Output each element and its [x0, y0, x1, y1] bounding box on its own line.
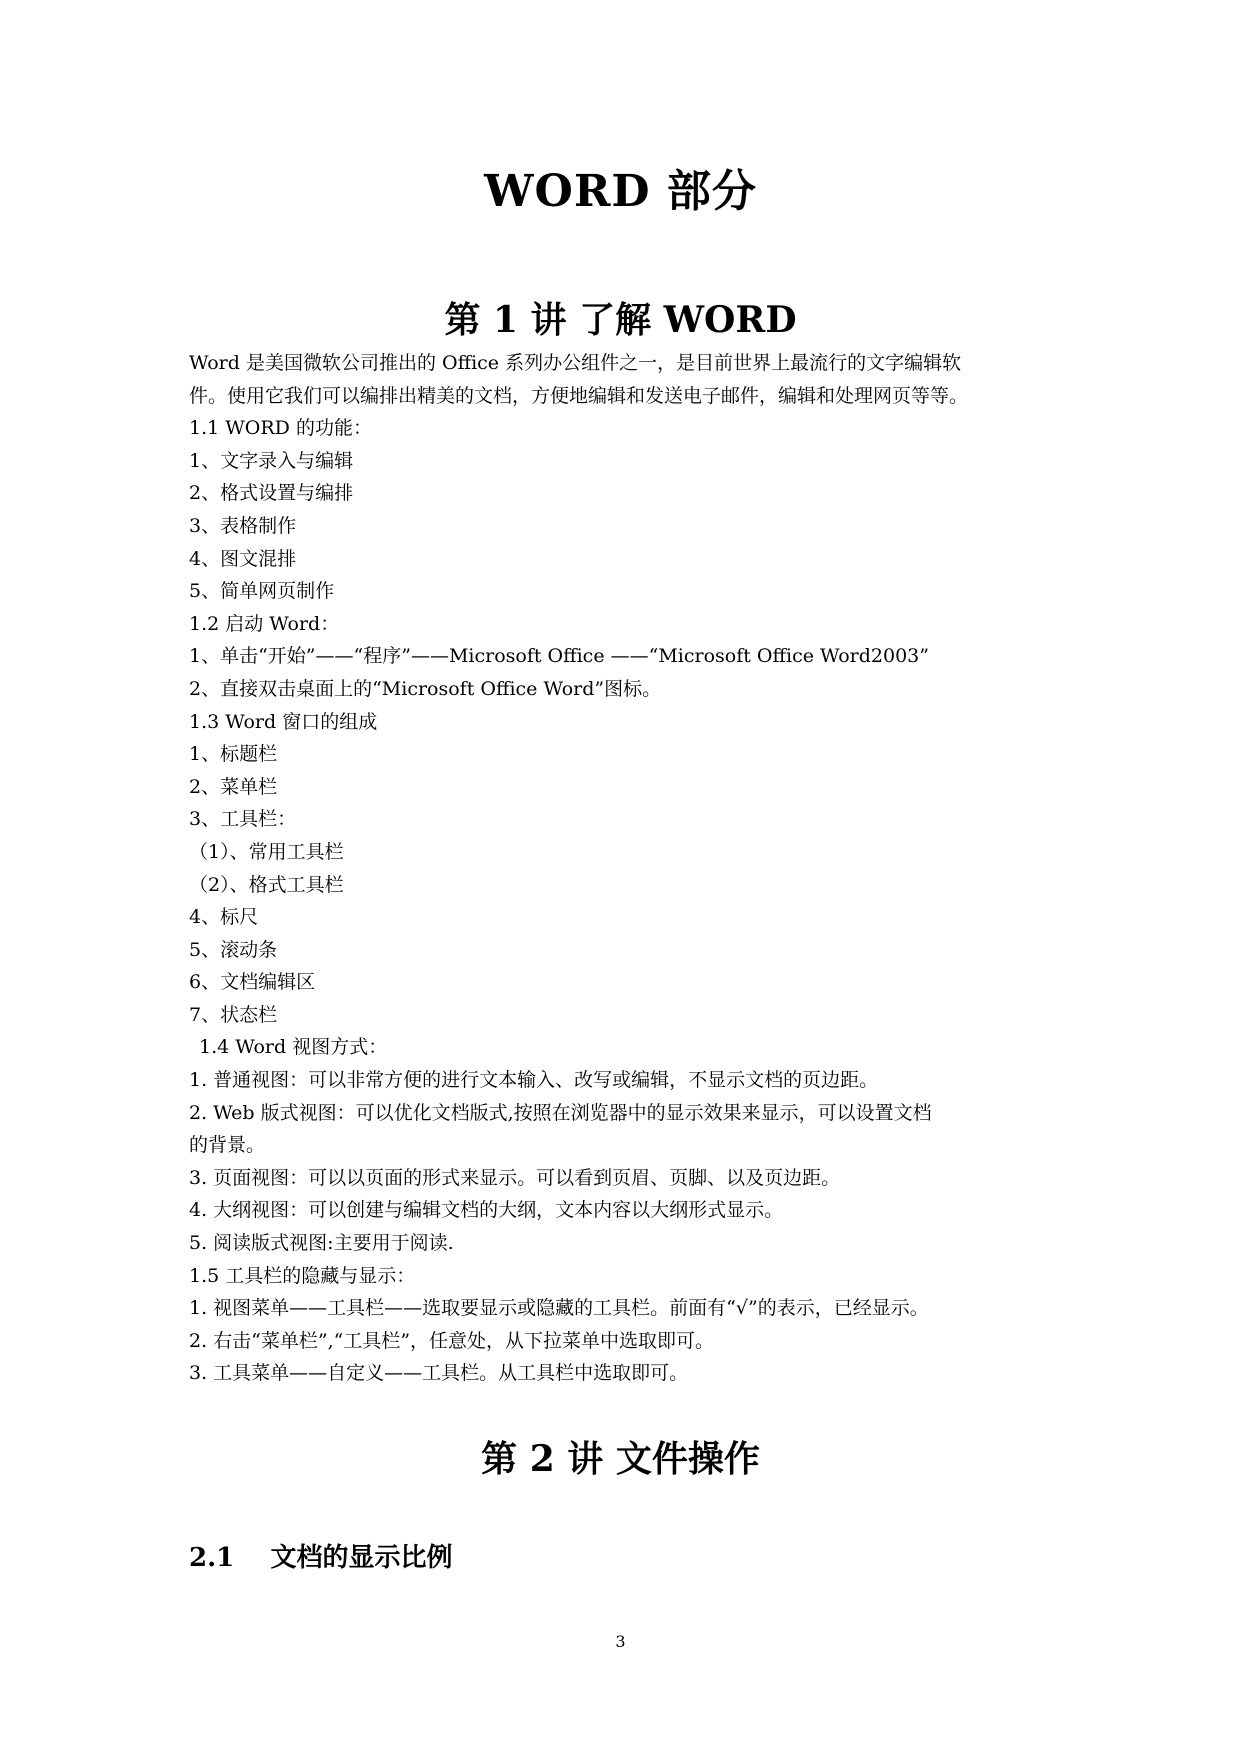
section-1-5-heading: 1.5 工具栏的隐藏与显示： — [189, 1264, 416, 1287]
list-item: 1. 普通视图：可以非常方便的进行文本输入、改写或编辑，不显示文档的页边距。 — [189, 1069, 879, 1092]
chapter-1-body — [189, 347, 1065, 1390]
list-item: 2. Web 版式视图：可以优化文档版式,按照在浏览器中的显示效果来显示，可以设置文档 — [189, 1101, 932, 1124]
section-1-2-heading: 1.2 启动 Word： — [189, 612, 340, 635]
chapter-1-heading: 第 1 讲 了解 WORD — [444, 299, 797, 341]
list-item: 2、格式设置与编排 — [189, 482, 354, 505]
list-item: 2. 右击“菜单栏”,“工具栏”，任意处，从下拉菜单中选取即可。 — [189, 1329, 715, 1352]
list-item: 3、工具栏： — [189, 808, 297, 831]
list-item-continuation: 的背景。 — [189, 1134, 266, 1157]
list-item: 4、图文混排 — [189, 547, 297, 570]
list-item: 4、标尺 — [189, 906, 259, 929]
section-1-4-heading: 1.4 Word 视图方式： — [199, 1036, 388, 1059]
intro-line-2: 件。使用它我们可以编排出精美的文档，方便地编辑和发送电子邮件，编辑和处理网页等等。 — [189, 384, 969, 407]
list-item: 2、菜单栏 — [189, 775, 278, 798]
section-1-3-heading: 1.3 Word 窗口的组成 — [189, 710, 378, 733]
list-item: 3. 页面视图：可以以页面的形式来显示。可以看到页眉、页脚、以及页边距。 — [189, 1166, 841, 1189]
list-item: 1、文字录入与编辑 — [189, 449, 354, 472]
list-item: 2、直接双击桌面上的“Microsoft Office Word”图标。 — [189, 677, 662, 700]
list-item: 3、表格制作 — [189, 514, 297, 537]
list-item: （1）、常用工具栏 — [189, 840, 344, 863]
list-item: 1、标题栏 — [189, 743, 278, 766]
chapter-2-heading: 第 2 讲 文件操作 — [481, 1438, 760, 1480]
list-item: 5、滚动条 — [189, 938, 278, 961]
list-item: 5. 阅读版式视图:主要用于阅读. — [189, 1232, 454, 1255]
list-item: 1. 视图菜单——工具栏——选取要显示或隐藏的工具栏。前面有“√”的表示，已经显示。 — [189, 1297, 929, 1320]
section-1-1-heading: 1.1 WORD 的功能： — [189, 417, 372, 440]
list-item: 4. 大纲视图：可以创建与编辑文档的大纲，文本内容以大纲形式显示。 — [189, 1199, 784, 1222]
list-item: 1、单击“开始”——“程序”——Microsoft Office ——“Microsoft Office Word2003” — [189, 645, 929, 668]
list-item: 5、简单网页制作 — [189, 580, 335, 603]
page-number: 3 — [615, 1632, 626, 1651]
document-title: WORD 部分 — [484, 166, 757, 217]
list-item: 3. 工具菜单——自定义——工具栏。从工具栏中选取即可。 — [189, 1362, 689, 1385]
section-2-1-heading: 2.1 文档的显示比例 — [189, 1543, 453, 1573]
list-item: （2）、格式工具栏 — [189, 873, 344, 896]
list-item: 6、文档编辑区 — [189, 971, 316, 994]
intro-line-1: Word 是美国微软公司推出的 Office 系列办公组件之一，是目前世界上最流行的文字编辑软 — [189, 352, 962, 374]
list-item: 7、状态栏 — [189, 1003, 278, 1026]
